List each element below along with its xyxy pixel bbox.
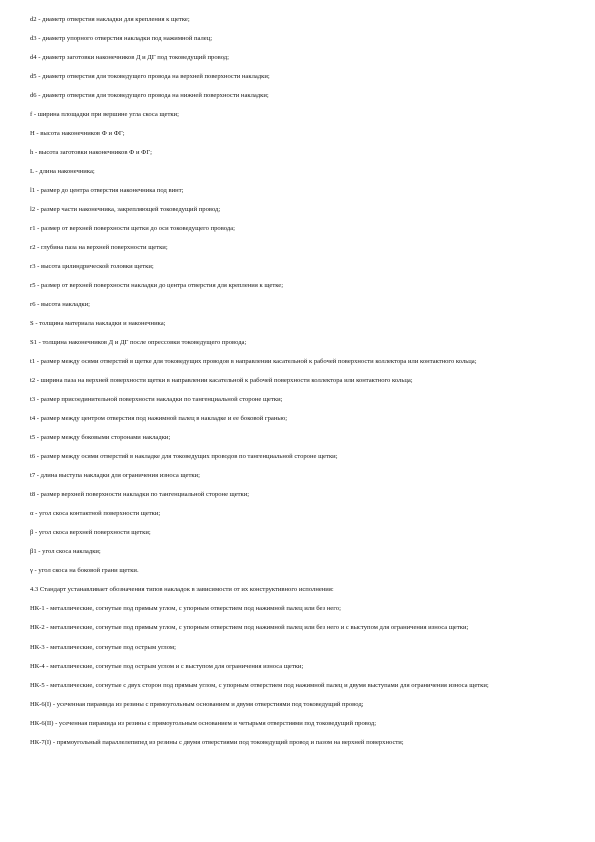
- definition-d3: d3 - диаметр упорного отверстия накладки под нажимной палец;: [30, 34, 213, 42]
- definition-beta: β - угол скоса верхней поверхности щетки;: [30, 529, 151, 537]
- definition-t6: t6 - размер между осями отверстий в накладке для токоведущих проводов по тангенциальной стороне щетки;: [30, 453, 338, 461]
- definition-t2: t2 - ширина паза на верхней поверхности щетки в направлении касательной к рабочей поверхности коллектора или контактного кольца;: [30, 377, 413, 385]
- definition-t5: t5 - размер между боковыми сторонами накладки;: [30, 434, 171, 442]
- definition-d4: d4 - диаметр заготовки наконечников Д и ДГ под токоведущий провод;: [30, 53, 229, 61]
- type-nk-3: НК-3 - металлические, согнутые под острым углом;: [30, 643, 176, 651]
- type-nk-2: НК-2 - металлические, согнутые под прямым углом, с упорным отверстием под нажимной палец или без него и с выступом для ограничения износа щетки;: [30, 624, 469, 632]
- definition-f: f - ширина площадки при вершине угла скоса щетки;: [30, 110, 179, 118]
- definition-r6: r6 - высота накладки;: [30, 300, 90, 308]
- type-nk-1: НК-1 - металлические, согнутые под прямым углом, с упорным отверстием под нажимной палец или без него;: [30, 605, 341, 613]
- definition-d5: d5 - диаметр отверстия для токоведущего провода на верхней поверхности накладки;: [30, 72, 270, 80]
- type-nk-6-ii: НК-6(II) - усеченная пирамида из резины с прямоугольным основанием и четырьмя отверстиями под токоведущий провод;: [30, 720, 377, 728]
- definition-r1: r1 - размер от верхней поверхности щетки до оси токоведущего провода;: [30, 224, 235, 232]
- definition-L: L - длина наконечника;: [30, 167, 95, 175]
- definition-l1: l1 - размер до центра отверстия наконечника под винт;: [30, 186, 184, 194]
- definition-t7: t7 - длина выступа накладки для ограничения износа щетки;: [30, 472, 200, 480]
- definition-gamma: γ - угол скоса на боковой грани щетки.: [30, 567, 139, 575]
- definition-t4: t4 - размер между центром отверстия под нажимной палец в накладке и ее боковой гранью;: [30, 415, 288, 423]
- definition-t8: t8 - размер верхней поверхности накладки по тангенциальной стороне щетки;: [30, 491, 250, 499]
- definition-alpha: α - угол скоса контактной поверхности щетки;: [30, 510, 161, 518]
- definition-S1: S1 - толщина наконечников Д и ДГ после опрессовки токоведущего провода;: [30, 338, 247, 346]
- definition-r3: r3 - высота цилиндрической головки щетки;: [30, 262, 154, 270]
- definition-h: h - высота заготовки наконечников Ф и ФГ;: [30, 148, 152, 156]
- type-nk-7-i: НК-7(I) - прямоугольный параллелепипед из резины с двумя отверстиями под токоведущий провод и пазом на верхней поверхности;: [30, 739, 404, 747]
- definition-l2: l2 - размер части наконечника, закрепляющей токоведущий провод;: [30, 205, 221, 213]
- definition-r5: r5 - размер от верхней поверхности накладки до центра отверстия для крепления к щетке;: [30, 281, 284, 289]
- section-4-3: 4.3 Стандарт устанавливает обозначения типов накладок в зависимости от их конструктивного исполнения:: [30, 586, 334, 594]
- type-nk-5: НК-5 - металлические, согнутые с двух сторон под прямым углом, с упорным отверстием под нажимной палец и двумя выступами для ограничения износа щетки;: [30, 681, 489, 689]
- definition-r2: r2 - глубина паза на верхней поверхности щетки;: [30, 243, 168, 251]
- definition-H: H - высота наконечников Ф и ФГ;: [30, 129, 125, 137]
- definition-d2: d2 - диаметр отверстия накладки для крепления к щетке;: [30, 16, 190, 23]
- definition-beta1: β1 - угол скоса накладки;: [30, 548, 101, 556]
- type-nk-4: НК-4 - металлические, согнутые под острым углом и с выступом для ограничения износа щетки;: [30, 662, 304, 670]
- definition-S: S - толщина материала накладки и наконечника;: [30, 319, 166, 327]
- definition-d6: d6 - диаметр отверстия для токоведущего провода на нижней поверхности накладки;: [30, 91, 269, 99]
- definition-t3: t3 - размер присоединительной поверхности накладки по тангенциальной стороне щетки;: [30, 396, 283, 404]
- type-nk-6-i: НК-6(I) - усеченная пирамида из резины с прямоугольным основанием и двумя отверстиями под токоведущий провод;: [30, 701, 364, 709]
- definition-t1: t1 - размер между осями отверстий в щетке для токоведущих проводов в направлении касательной к рабочей поверхности коллектора или контактного кольца;: [30, 357, 477, 365]
